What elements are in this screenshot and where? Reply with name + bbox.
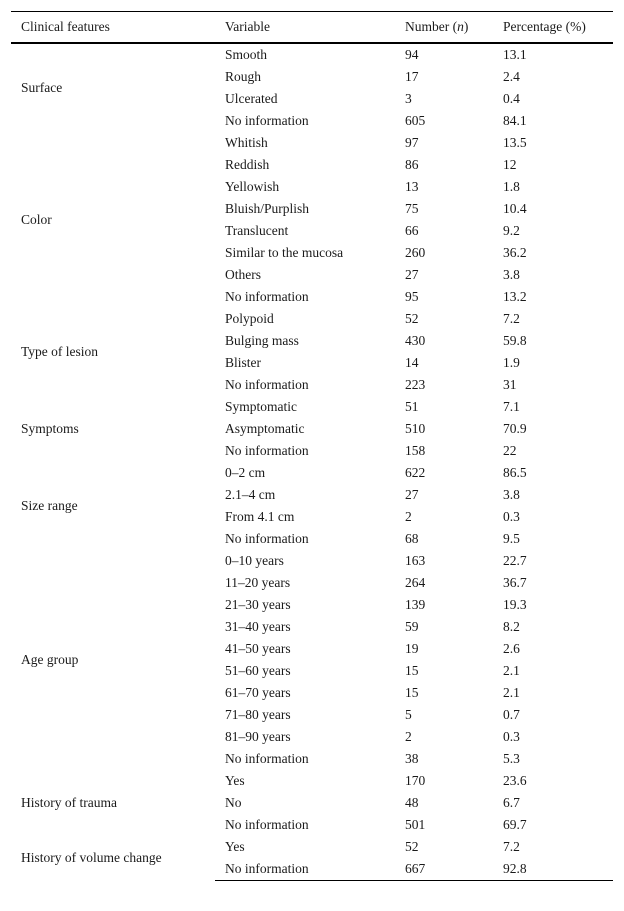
percentage-cell: 2.4 xyxy=(503,68,520,84)
clinical-features-table xyxy=(11,11,613,881)
variable-cell: 81–90 years xyxy=(225,728,291,744)
percentage-cell: 3.8 xyxy=(503,486,520,502)
variable-cell: 0–10 years xyxy=(225,552,284,568)
number-cell: 59 xyxy=(405,618,419,634)
variable-cell: Ulcerated xyxy=(225,90,278,106)
number-cell: 264 xyxy=(405,574,426,590)
variable-cell: Translucent xyxy=(225,222,289,238)
clinical-features-table-container xyxy=(11,11,613,881)
percentage-cell: 2.6 xyxy=(503,640,520,656)
variable-cell: 0–2 cm xyxy=(225,464,266,480)
percentage-cell: 9.2 xyxy=(503,222,520,238)
number-cell: 94 xyxy=(405,46,419,62)
percentage-cell: 22.7 xyxy=(503,552,527,568)
percentage-cell: 70.9 xyxy=(503,420,527,436)
variable-cell: Symptomatic xyxy=(225,398,297,414)
header-percentage: Percentage (%) xyxy=(493,12,613,43)
percentage-cell: 13.1 xyxy=(503,46,527,62)
percentage-cell: 59.8 xyxy=(503,332,527,348)
clinical-feature-cell: Color xyxy=(21,211,52,227)
header-row xyxy=(11,12,613,43)
variable-cell: Blister xyxy=(225,354,261,370)
percentage-cell: 92.8 xyxy=(493,858,613,881)
variable-cell: No information xyxy=(225,376,309,392)
percentage-cell: 7.2 xyxy=(503,838,520,854)
number-cell: 52 xyxy=(405,838,419,854)
percentage-cell: 13.2 xyxy=(503,288,527,304)
percentage-cell: 1.9 xyxy=(503,354,520,370)
variable-cell: 71–80 years xyxy=(225,706,291,722)
header-variable: Variable xyxy=(215,12,395,43)
variable-cell: No information xyxy=(225,288,309,304)
clinical-feature-cell: History of trauma xyxy=(21,794,117,810)
table-row xyxy=(11,462,613,484)
variable-cell: Polypoid xyxy=(225,310,274,326)
variable-cell: No information xyxy=(225,750,309,766)
number-cell: 430 xyxy=(405,332,426,348)
variable-cell: Bluish/Purplish xyxy=(225,200,310,216)
percentage-cell: 84.1 xyxy=(503,112,527,128)
table-body xyxy=(11,43,613,881)
table-row xyxy=(11,308,613,330)
variable-cell: 41–50 years xyxy=(225,640,291,656)
variable-cell: Whitish xyxy=(225,134,268,150)
variable-cell: No xyxy=(225,794,242,810)
percentage-cell: 2.1 xyxy=(503,662,520,678)
table-row xyxy=(11,836,613,858)
number-cell: 66 xyxy=(405,222,419,238)
number-cell: 14 xyxy=(405,354,419,370)
percentage-cell: 69.7 xyxy=(503,816,527,832)
number-cell: 48 xyxy=(405,794,419,810)
number-cell: 95 xyxy=(405,288,419,304)
percentage-cell: 5.3 xyxy=(503,750,520,766)
variable-cell: No information xyxy=(225,112,309,128)
number-cell: 86 xyxy=(405,156,419,172)
number-cell: 2 xyxy=(405,728,412,744)
percentage-cell: 1.8 xyxy=(503,178,520,194)
number-cell: 622 xyxy=(405,464,426,480)
variable-cell: 21–30 years xyxy=(225,596,291,612)
table-row xyxy=(11,396,613,418)
number-cell: 158 xyxy=(405,442,426,458)
percentage-cell: 12 xyxy=(503,156,517,172)
variable-cell: Yes xyxy=(225,772,245,788)
number-cell: 75 xyxy=(405,200,419,216)
percentage-cell: 0.7 xyxy=(503,706,520,722)
number-cell: 13 xyxy=(405,178,419,194)
percentage-cell: 23.6 xyxy=(503,772,527,788)
percentage-cell: 31 xyxy=(503,376,517,392)
number-cell: 5 xyxy=(405,706,412,722)
percentage-cell: 13.5 xyxy=(503,134,527,150)
number-cell: 2 xyxy=(405,508,412,524)
percentage-cell: 19.3 xyxy=(503,596,527,612)
variable-cell: Asymptomatic xyxy=(225,420,305,436)
variable-cell: 61–70 years xyxy=(225,684,291,700)
number-cell: 97 xyxy=(405,134,419,150)
table-row xyxy=(11,550,613,572)
percentage-cell: 36.7 xyxy=(503,574,527,590)
variable-cell: Rough xyxy=(225,68,262,84)
number-cell: 139 xyxy=(405,596,426,612)
header-number-n: n xyxy=(457,18,464,34)
percentage-cell: 0.3 xyxy=(503,728,520,744)
percentage-cell: 2.1 xyxy=(503,684,520,700)
variable-cell: Similar to the mucosa xyxy=(225,244,344,260)
percentage-cell: 10.4 xyxy=(503,200,527,216)
percentage-cell: 22 xyxy=(503,442,517,458)
header-number-label: Number ( xyxy=(405,18,458,34)
table-row xyxy=(11,132,613,154)
number-cell: 27 xyxy=(405,266,419,282)
number-cell: 605 xyxy=(405,112,426,128)
clinical-feature-cell: Size range xyxy=(21,497,78,513)
number-cell: 501 xyxy=(405,816,426,832)
number-cell: 68 xyxy=(405,530,419,546)
number-cell: 170 xyxy=(405,772,426,788)
number-cell: 260 xyxy=(405,244,426,260)
percentage-cell: 9.5 xyxy=(503,530,520,546)
number-cell: 3 xyxy=(405,90,412,106)
table-row xyxy=(11,770,613,792)
number-cell: 510 xyxy=(405,420,426,436)
header-number-close: ) xyxy=(463,18,469,34)
percentage-cell: 7.1 xyxy=(503,398,520,414)
table-row xyxy=(11,43,613,66)
percentage-cell: 3.8 xyxy=(503,266,520,282)
number-cell: 27 xyxy=(405,486,419,502)
number-cell: 15 xyxy=(405,684,419,700)
variable-cell: Yes xyxy=(225,838,245,854)
number-cell: 51 xyxy=(405,398,419,414)
percentage-cell: 8.2 xyxy=(503,618,520,634)
number-cell: 163 xyxy=(405,552,426,568)
variable-cell: 2.1–4 cm xyxy=(225,486,276,502)
variable-cell: Reddish xyxy=(225,156,270,172)
clinical-feature-cell: History of volume change xyxy=(21,849,162,865)
number-cell: 667 xyxy=(395,858,493,881)
variable-cell: Smooth xyxy=(225,46,268,62)
percentage-cell: 7.2 xyxy=(503,310,520,326)
table-header xyxy=(11,12,613,43)
number-cell: 15 xyxy=(405,662,419,678)
percentage-cell: 6.7 xyxy=(503,794,520,810)
percentage-cell: 86.5 xyxy=(503,464,527,480)
percentage-cell: 0.4 xyxy=(503,90,520,106)
number-cell: 19 xyxy=(405,640,419,656)
variable-cell: Bulging mass xyxy=(225,332,299,348)
clinical-feature-cell: Type of lesion xyxy=(21,343,99,359)
number-cell: 52 xyxy=(405,310,419,326)
clinical-feature-cell: Surface xyxy=(21,79,63,95)
variable-cell: No information xyxy=(225,442,309,458)
number-cell: 223 xyxy=(405,376,426,392)
variable-cell: From 4.1 cm xyxy=(225,508,295,524)
variable-cell: No information xyxy=(225,816,309,832)
clinical-feature-cell: Symptoms xyxy=(21,420,79,436)
variable-cell: 51–60 years xyxy=(225,662,291,678)
variable-cell: No information xyxy=(225,530,309,546)
number-cell: 38 xyxy=(405,750,419,766)
header-clinical-features: Clinical features xyxy=(11,12,215,43)
number-cell: 17 xyxy=(405,68,419,84)
variable-cell: Others xyxy=(225,266,261,282)
percentage-cell: 0.3 xyxy=(503,508,520,524)
variable-cell: 31–40 years xyxy=(225,618,291,634)
variable-cell: Yellowish xyxy=(225,178,280,194)
variable-cell: 11–20 years xyxy=(225,574,291,590)
header-number xyxy=(395,12,493,43)
percentage-cell: 36.2 xyxy=(503,244,527,260)
variable-cell: No information xyxy=(215,858,395,881)
clinical-feature-cell: Age group xyxy=(21,651,79,667)
